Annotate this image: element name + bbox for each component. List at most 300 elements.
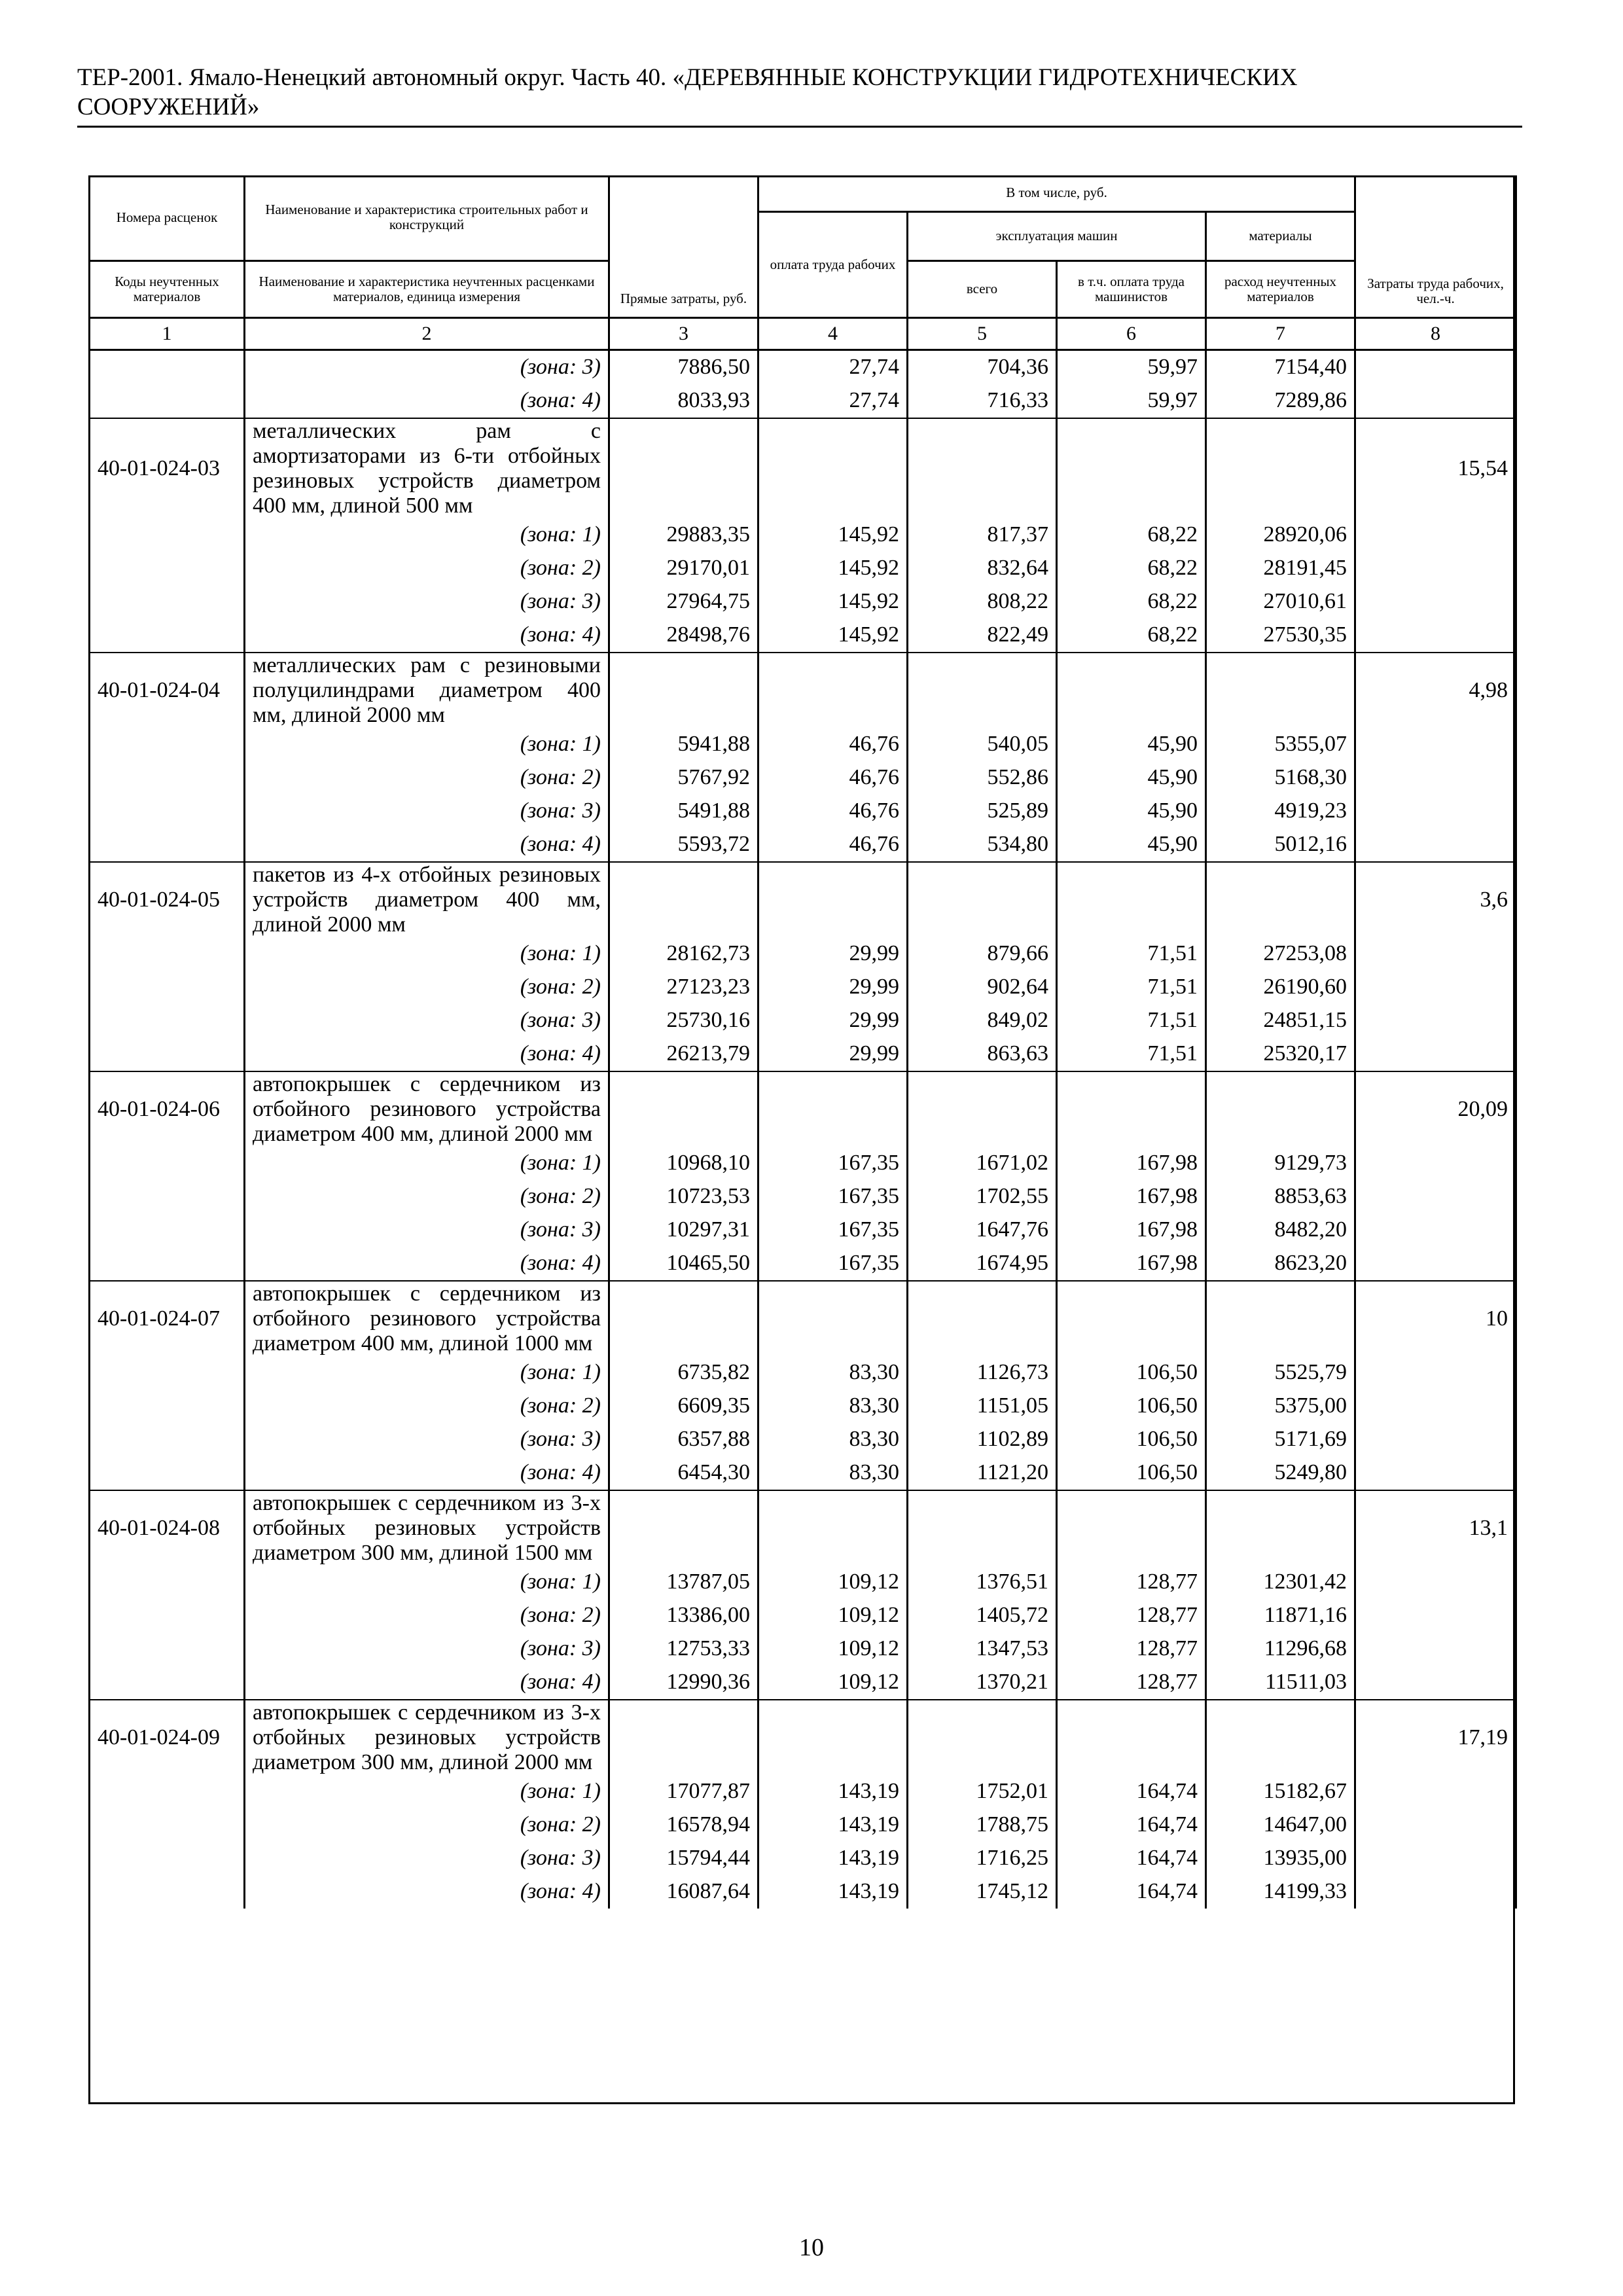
zone-label: (зона: 2) [245, 1808, 609, 1842]
cost-value: 1151,05 [908, 1390, 1057, 1423]
cost-value: 143,19 [758, 1808, 908, 1842]
cost-value: 29170,01 [609, 552, 758, 585]
zone-label: (зона: 4) [245, 619, 609, 653]
cost-value: 145,92 [758, 619, 908, 653]
rate-description: пакетов из 4-х отбойных резиновых устройств диаметром 400 мм, длиной 2000 мм [245, 862, 609, 937]
cost-value: 5491,88 [609, 795, 758, 828]
cost-value: 5525,79 [1206, 1356, 1355, 1390]
empty-cell [1355, 1247, 1516, 1281]
zone-row [90, 1875, 1516, 1909]
cost-value: 534,80 [908, 828, 1057, 862]
labor-costs: 10 [1355, 1281, 1516, 1356]
rate-code: 40-01-024-05 [90, 862, 245, 937]
rate-code: 40-01-024-09 [90, 1700, 245, 1775]
zone-label: (зона: 4) [245, 1456, 609, 1490]
rate-code: 40-01-024-06 [90, 1071, 245, 1147]
cost-value: 45,90 [1057, 761, 1206, 795]
carry-row [90, 384, 1516, 418]
cost-value: 808,22 [908, 585, 1057, 619]
cost-value: 29,99 [758, 937, 908, 971]
empty-cell [1057, 1071, 1206, 1147]
cost-value: 1370,21 [908, 1666, 1057, 1700]
cost-value: 863,63 [908, 1037, 1057, 1071]
cost-value: 27123,23 [609, 971, 758, 1004]
cost-value: 109,12 [758, 1566, 908, 1599]
cost-value: 10968,10 [609, 1147, 758, 1180]
empty-cell [1355, 1808, 1516, 1842]
empty-cell [1057, 1700, 1206, 1775]
cost-value: 5249,80 [1206, 1456, 1355, 1490]
empty-cell [1206, 1281, 1355, 1356]
zone-row [90, 552, 1516, 585]
cost-value: 8482,20 [1206, 1213, 1355, 1247]
zone-row [90, 971, 1516, 1004]
empty-cell [609, 1281, 758, 1356]
zone-row [90, 518, 1516, 552]
cost-value: 68,22 [1057, 518, 1206, 552]
zone-label: (зона: 3) [245, 1632, 609, 1666]
zone-row [90, 619, 1516, 653]
empty-cell [1355, 1599, 1516, 1632]
empty-cell [1206, 862, 1355, 937]
cost-value: 109,12 [758, 1599, 908, 1632]
cost-value: 45,90 [1057, 828, 1206, 862]
cost-value: 5941,88 [609, 728, 758, 761]
cost-value: 143,19 [758, 1775, 908, 1808]
column-number: 7 [1206, 317, 1355, 350]
cost-value: 45,90 [1057, 728, 1206, 761]
column-number: 1 [90, 317, 245, 350]
cost-value: 14199,33 [1206, 1875, 1355, 1909]
labor-costs: 20,09 [1355, 1071, 1516, 1147]
cost-value: 8033,93 [609, 384, 758, 418]
empty-cell [90, 619, 245, 653]
empty-cell [1206, 1700, 1355, 1775]
cost-value: 145,92 [758, 585, 908, 619]
column-number: 6 [1057, 317, 1206, 350]
empty-cell [90, 1390, 245, 1423]
empty-cell [1355, 971, 1516, 1004]
cost-value: 83,30 [758, 1456, 908, 1490]
empty-cell [1355, 619, 1516, 653]
empty-cell [609, 1071, 758, 1147]
cost-value: 71,51 [1057, 1037, 1206, 1071]
header-machinist-pay: в т.ч. оплата труда машинистов [1057, 260, 1206, 317]
empty-cell [90, 761, 245, 795]
empty-cell [90, 971, 245, 1004]
rate-description: автопокрышек с сердечником из отбойного резинового устройства диаметром 400 мм, длиной 2000 мм [245, 1071, 609, 1147]
zone-row [90, 1180, 1516, 1213]
empty-cell [758, 862, 908, 937]
empty-cell [1057, 1281, 1206, 1356]
cost-value: 11871,16 [1206, 1599, 1355, 1632]
cost-value: 71,51 [1057, 1004, 1206, 1037]
zone-label: (зона: 1) [245, 728, 609, 761]
zone-row [90, 761, 1516, 795]
labor-costs: 17,19 [1355, 1700, 1516, 1775]
cost-value: 46,76 [758, 795, 908, 828]
zone-row [90, 1390, 1516, 1423]
empty-cell [1355, 1566, 1516, 1599]
cost-value: 14647,00 [1206, 1808, 1355, 1842]
cost-value: 6609,35 [609, 1390, 758, 1423]
zone-row [90, 795, 1516, 828]
empty-cell [758, 1281, 908, 1356]
cost-value: 1405,72 [908, 1599, 1057, 1632]
cost-value: 12301,42 [1206, 1566, 1355, 1599]
running-header [77, 63, 1517, 122]
cost-value: 28498,76 [609, 619, 758, 653]
empty-cell [609, 1490, 758, 1566]
empty-cell [90, 1213, 245, 1247]
cost-value: 8853,63 [1206, 1180, 1355, 1213]
zone-row [90, 1456, 1516, 1490]
header-work-name: Наименование и характеристика строительных работ и конструкций [245, 175, 609, 260]
zone-label: (зона: 3) [245, 795, 609, 828]
zone-label: (зона: 3) [245, 350, 609, 384]
cost-value: 5355,07 [1206, 728, 1355, 761]
labor-costs: 15,54 [1355, 418, 1516, 518]
empty-cell [1355, 795, 1516, 828]
rate-description: металлических рам с резиновыми полуцилиндрами диаметром 400 мм, длиной 2000 мм [245, 653, 609, 728]
empty-cell [1355, 1666, 1516, 1700]
empty-cell [1057, 1490, 1206, 1566]
empty-cell [90, 828, 245, 862]
zone-row [90, 1423, 1516, 1456]
cost-value: 68,22 [1057, 619, 1206, 653]
zone-label: (зона: 1) [245, 1356, 609, 1390]
cost-value: 167,98 [1057, 1180, 1206, 1213]
cost-value: 7289,86 [1206, 384, 1355, 418]
cost-value: 143,19 [758, 1842, 908, 1875]
empty-cell [90, 1632, 245, 1666]
zone-row [90, 1356, 1516, 1390]
page-number: 10 [799, 2234, 824, 2261]
cost-value: 11296,68 [1206, 1632, 1355, 1666]
cost-value: 849,02 [908, 1004, 1057, 1037]
running-header-line-2: СООРУЖЕНИЙ» [77, 94, 260, 120]
cost-value: 879,66 [908, 937, 1057, 971]
zone-row [90, 1632, 1516, 1666]
empty-cell [90, 384, 245, 418]
labor-costs: 13,1 [1355, 1490, 1516, 1566]
zone-row [90, 728, 1516, 761]
cost-value: 59,97 [1057, 384, 1206, 418]
cost-value: 10297,31 [609, 1213, 758, 1247]
cost-value: 1674,95 [908, 1247, 1057, 1281]
cost-value: 5012,16 [1206, 828, 1355, 862]
rate-row [90, 418, 1516, 518]
empty-cell [1355, 1037, 1516, 1071]
table-body [90, 350, 1516, 1909]
cost-value: 167,98 [1057, 1147, 1206, 1180]
empty-cell [90, 1180, 245, 1213]
column-number: 3 [609, 317, 758, 350]
cost-value: 68,22 [1057, 585, 1206, 619]
empty-cell [90, 552, 245, 585]
empty-cell [1355, 1632, 1516, 1666]
empty-cell [1057, 862, 1206, 937]
rate-code: 40-01-024-08 [90, 1490, 245, 1566]
cost-value: 10465,50 [609, 1247, 758, 1281]
carry-row [90, 350, 1516, 384]
empty-cell [1355, 1875, 1516, 1909]
zone-row [90, 1599, 1516, 1632]
empty-cell [1355, 1423, 1516, 1456]
cost-value: 822,49 [908, 619, 1057, 653]
rate-row [90, 653, 1516, 728]
cost-value: 6735,82 [609, 1356, 758, 1390]
zone-row [90, 937, 1516, 971]
empty-cell [908, 1281, 1057, 1356]
cost-value: 8623,20 [1206, 1247, 1355, 1281]
empty-cell [90, 1456, 245, 1490]
cost-value: 45,90 [1057, 795, 1206, 828]
cost-value: 12753,33 [609, 1632, 758, 1666]
header-unaccounted-materials: расход неучтенных материалов [1206, 260, 1355, 317]
cost-value: 6454,30 [609, 1456, 758, 1490]
zone-label: (зона: 3) [245, 585, 609, 619]
zone-label: (зона: 1) [245, 1147, 609, 1180]
header-machines-total: всего [908, 260, 1057, 317]
column-number: 5 [908, 317, 1057, 350]
cost-value: 27,74 [758, 350, 908, 384]
cost-value: 145,92 [758, 552, 908, 585]
zone-label: (зона: 3) [245, 1842, 609, 1875]
cost-value: 106,50 [1057, 1423, 1206, 1456]
zone-label: (зона: 1) [245, 1566, 609, 1599]
rate-description: автопокрышек с сердечником из 3-х отбойных резиновых устройств диаметром 300 мм, длиной 2000 мм [245, 1700, 609, 1775]
rates-table [88, 175, 1517, 1909]
zone-label: (зона: 2) [245, 1390, 609, 1423]
empty-cell [908, 1071, 1057, 1147]
cost-value: 46,76 [758, 761, 908, 795]
cost-value: 83,30 [758, 1423, 908, 1456]
cost-value: 167,35 [758, 1180, 908, 1213]
cost-value: 46,76 [758, 728, 908, 761]
cost-value: 4919,23 [1206, 795, 1355, 828]
rate-row [90, 1700, 1516, 1775]
cost-value: 28920,06 [1206, 518, 1355, 552]
empty-cell [90, 1147, 245, 1180]
zone-label: (зона: 1) [245, 937, 609, 971]
cost-value: 1788,75 [908, 1808, 1057, 1842]
zone-label: (зона: 1) [245, 1775, 609, 1808]
empty-cell [90, 1875, 245, 1909]
empty-cell [758, 418, 908, 518]
cost-value: 1745,12 [908, 1875, 1057, 1909]
zone-row [90, 1775, 1516, 1808]
cost-value: 128,77 [1057, 1632, 1206, 1666]
zone-label: (зона: 2) [245, 552, 609, 585]
column-number: 2 [245, 317, 609, 350]
empty-cell [1355, 384, 1516, 418]
cost-value: 28191,45 [1206, 552, 1355, 585]
zone-row [90, 1808, 1516, 1842]
empty-cell [90, 937, 245, 971]
empty-cell [1355, 552, 1516, 585]
empty-cell [90, 1037, 245, 1071]
cost-value: 83,30 [758, 1356, 908, 1390]
zone-row [90, 1666, 1516, 1700]
cost-value: 106,50 [1057, 1456, 1206, 1490]
column-number: 8 [1355, 317, 1516, 350]
rate-code: 40-01-024-07 [90, 1281, 245, 1356]
cost-value: 143,19 [758, 1875, 908, 1909]
cost-value: 817,37 [908, 518, 1057, 552]
empty-cell [758, 1071, 908, 1147]
cost-value: 5171,69 [1206, 1423, 1355, 1456]
empty-cell [1057, 418, 1206, 518]
empty-cell [1206, 418, 1355, 518]
empty-cell [908, 862, 1057, 937]
zone-label: (зона: 4) [245, 384, 609, 418]
empty-cell [1355, 585, 1516, 619]
labor-costs: 4,98 [1355, 653, 1516, 728]
cost-value: 29,99 [758, 1037, 908, 1071]
header-direct-costs: Прямые затраты, руб. [609, 175, 758, 317]
cost-value: 27530,35 [1206, 619, 1355, 653]
empty-cell [1355, 1147, 1516, 1180]
cost-value: 164,74 [1057, 1808, 1206, 1842]
empty-cell [90, 1808, 245, 1842]
empty-cell [1355, 1356, 1516, 1390]
empty-cell [90, 1004, 245, 1037]
header-rule [77, 126, 1522, 128]
zone-label: (зона: 4) [245, 1037, 609, 1071]
empty-cell [908, 1700, 1057, 1775]
cost-value: 27,74 [758, 384, 908, 418]
empty-cell [609, 418, 758, 518]
empty-cell [1355, 1390, 1516, 1423]
cost-value: 17077,87 [609, 1775, 758, 1808]
cost-value: 27010,61 [1206, 585, 1355, 619]
empty-cell [908, 1490, 1057, 1566]
empty-cell [90, 795, 245, 828]
header-material-codes: Коды неучтенных материалов [90, 260, 245, 317]
cost-value: 167,35 [758, 1213, 908, 1247]
zone-row [90, 1247, 1516, 1281]
cost-value: 1102,89 [908, 1423, 1057, 1456]
empty-cell [1206, 653, 1355, 728]
empty-cell [609, 1700, 758, 1775]
empty-cell [90, 1775, 245, 1808]
zone-label: (зона: 4) [245, 828, 609, 862]
zone-label: (зона: 2) [245, 761, 609, 795]
empty-cell [1206, 1071, 1355, 1147]
cost-value: 167,98 [1057, 1213, 1206, 1247]
empty-cell [1355, 1180, 1516, 1213]
zone-label: (зона: 2) [245, 971, 609, 1004]
empty-cell [90, 1566, 245, 1599]
cost-value: 525,89 [908, 795, 1057, 828]
cost-value: 167,98 [1057, 1247, 1206, 1281]
cost-value: 10723,53 [609, 1180, 758, 1213]
empty-cell [758, 1490, 908, 1566]
header-worker-pay: оплата труда рабочих [758, 211, 908, 317]
cost-value: 109,12 [758, 1632, 908, 1666]
empty-cell [758, 653, 908, 728]
cost-value: 164,74 [1057, 1775, 1206, 1808]
header-material-names: Наименование и характеристика неучтенных расценками материалов, единица измерения [245, 260, 609, 317]
cost-value: 13787,05 [609, 1566, 758, 1599]
cost-value: 59,97 [1057, 350, 1206, 384]
empty-cell [908, 418, 1057, 518]
cost-value: 16087,64 [609, 1875, 758, 1909]
cost-value: 128,77 [1057, 1566, 1206, 1599]
zone-label: (зона: 4) [245, 1247, 609, 1281]
empty-cell [1355, 761, 1516, 795]
zone-row [90, 1213, 1516, 1247]
cost-value: 167,35 [758, 1247, 908, 1281]
empty-cell [1355, 1456, 1516, 1490]
cost-value: 7154,40 [1206, 350, 1355, 384]
empty-cell [1206, 1490, 1355, 1566]
empty-cell [1057, 653, 1206, 728]
cost-value: 164,74 [1057, 1842, 1206, 1875]
zone-row [90, 585, 1516, 619]
rate-row [90, 1071, 1516, 1147]
empty-cell [90, 585, 245, 619]
rate-description: металлических рам с амортизаторами из 6-ти отбойных резиновых устройств диаметром 400 мм, длиной 500 мм [245, 418, 609, 518]
cost-value: 29883,35 [609, 518, 758, 552]
empty-cell [1355, 937, 1516, 971]
rate-code: 40-01-024-03 [90, 418, 245, 518]
empty-cell [1355, 1842, 1516, 1875]
zone-label: (зона: 1) [245, 518, 609, 552]
cost-value: 26213,79 [609, 1037, 758, 1071]
cost-value: 1121,20 [908, 1456, 1057, 1490]
cost-value: 1376,51 [908, 1566, 1057, 1599]
cost-value: 1126,73 [908, 1356, 1057, 1390]
cost-value: 109,12 [758, 1666, 908, 1700]
cost-value: 1702,55 [908, 1180, 1057, 1213]
cost-value: 106,50 [1057, 1356, 1206, 1390]
empty-cell [90, 1842, 245, 1875]
empty-cell [90, 728, 245, 761]
header-rate-numbers: Номера расценок [90, 175, 245, 260]
zone-row [90, 1842, 1516, 1875]
rate-row [90, 1281, 1516, 1356]
cost-value: 6357,88 [609, 1423, 758, 1456]
cost-value: 29,99 [758, 971, 908, 1004]
cost-value: 25730,16 [609, 1004, 758, 1037]
zone-label: (зона: 2) [245, 1180, 609, 1213]
zone-label: (зона: 3) [245, 1423, 609, 1456]
cost-value: 128,77 [1057, 1599, 1206, 1632]
cost-value: 832,64 [908, 552, 1057, 585]
cost-value: 552,86 [908, 761, 1057, 795]
cost-value: 68,22 [1057, 552, 1206, 585]
zone-row [90, 1004, 1516, 1037]
header-including: В том числе, руб. [758, 175, 1355, 211]
cost-value: 106,50 [1057, 1390, 1206, 1423]
cost-value: 15182,67 [1206, 1775, 1355, 1808]
zone-label: (зона: 2) [245, 1599, 609, 1632]
empty-cell [1355, 728, 1516, 761]
zone-row [90, 828, 1516, 862]
empty-cell [90, 1356, 245, 1390]
cost-value: 13386,00 [609, 1599, 758, 1632]
cost-value: 15794,44 [609, 1842, 758, 1875]
cost-value: 7886,50 [609, 350, 758, 384]
cost-value: 1347,53 [908, 1632, 1057, 1666]
cost-value: 128,77 [1057, 1666, 1206, 1700]
empty-cell [758, 1700, 908, 1775]
header-materials: материалы [1206, 211, 1355, 260]
cost-value: 26190,60 [1206, 971, 1355, 1004]
cost-value: 16578,94 [609, 1808, 758, 1842]
